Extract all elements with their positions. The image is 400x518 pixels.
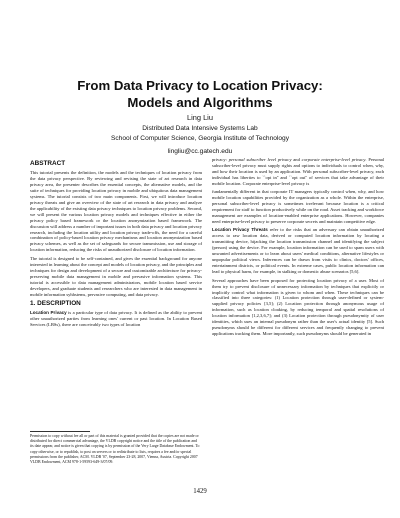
italic-term-personal: personal subscriber level privacy [228, 157, 292, 162]
description-lead-term: Location Privacy [30, 310, 67, 316]
paper-title-line2: Models and Algorithms [127, 95, 273, 110]
abstract-paragraph-2: The tutorial is designed to be self-contained, and gives the essential background for anyone interested in learning about the concept and models of location privacy, and the principles and techniques for design and development of a secure and customizable architecture for privacy-preserving mobile data management in mobile and pervasive information systems. This tutorial is accessible to data management administrators, mobile location based service developers, and graduate students and researchers who are interested in data management in mobile information syhhstems, pervasive computing, and data privacy. [30, 255, 202, 297]
right-paragraph-3 [212, 227, 384, 275]
threats-lead-term: Location Privacy Threats [212, 227, 268, 233]
text-span: . Personal subscriber-level privacy must supply rights and options to individuals to control when, why, and how their location is used by an application. With personal subscriber-level privacy, each individual has liberties to ``opt in'' and ``opt out'' of services that take advantage of their mobile location. Corporate enterprise-level privacy is [212, 157, 384, 186]
right-paragraph-2: fundamentally different in that corporate IT managers typically control when, why, and how mobile location capabilities provided by the organization as a whole. Within the enterprise, personal subscriber-level privacy is sometimes irrelevant because location is a critical requirement for staff to function productively while on the road. Asset tracking and workforce management are examples of location-enabled enterprise applications. However, companies need enterprise-level privacy to preserve corporate secrets and maintain competitive edge. [212, 189, 384, 225]
author-email: lingliu@cc.gatech.edu [167, 148, 233, 155]
abstract-heading: ABSTRACT [30, 160, 66, 167]
description-text: is a particular type of data privacy. It is defined as the ability to prevent other unauthorized parties from learning ones' current or past location. In Location Based Services (LBSs), there are conceivably two types of location [30, 310, 203, 327]
section-heading-description: 1. DESCRIPTION [30, 300, 81, 308]
right-column [212, 157, 384, 340]
footnote-rule [30, 431, 90, 432]
author-name: Ling Liu [187, 113, 213, 122]
page-number: 1429 [193, 488, 207, 495]
text-span: and [291, 157, 302, 162]
description-paragraph-1 [30, 310, 202, 328]
abstract-paragraph-1: This tutorial presents the definition, the models and the techniques of location privacy from the data privacy perspective. By reviewing and revising the state of art research in data privacy area, the presenter describes the essential concepts, the alternative models, and the suite of techniques for providing location privacy in mobile and ubiquitous data management systems. The tutorial consists of two main components. First, we will introduce location privacy threats and give an overview of the state of art research in data privacy and analyze the applicability of the existing data privacy techniques to location privacy problems. Second, we will present the various location privacy models and techniques effective in either the privacy policy based framework or the location anonymization based framework. The discussion will address a number of important issues in both data privacy and location privacy research, including the location utility and location privacy trade-offs, the need for a careful combination of policy-based location privacy mechanisms and location anonymization based privacy schemes, as well as the set of safeguards for secure transmission, use and storage of location information, reducing the risks of unauthorized disclosure of location information. [30, 170, 202, 253]
copyright-footnote: Permission to copy without fee all or part of this material is granted provided that the copies are not made or distributed for direct commercial advantage, the VLDB copyright notice and the title of the publication and its date appear, and notice is given that copying is by permission of the Very Large Database Endowment. To copy otherwise, or to republish, to post on servers or to redistribute to lists, requires a fee and/or special permissions from the publisher, ACM. VLDB '07, September 23-28, 2007, Vienna, Austria. Copyright 2007 VLDB Endowment, ACM 978-1-59593-649-3/07/09. [30, 434, 200, 465]
right-paragraph-1 [212, 157, 384, 187]
right-paragraph-4: Several approaches have been proposed for protecting location privacy of a user. Most of them try to prevent disclosure of unnecessary information by techniques that explicitly or implicitly control what information is given to whom and when. These techniques can be classified into three categories: (1) Location protection through user-defined or system-supplied privacy policies [3,5]; (2) Location protection through anonymous usage of information, such as location cloaking, by reducing temporal and spatial resolutions of location information [1,2,3,6,7]; and (3) Location protection through pseudonymity of user identities, which uses an internal pseudonym rather than the user's actual identity [5]. Such pseudonyms should be different for different services and frequently changing to prevent applications tracking them. More importantly, such pseudonyms should be generated in [212, 277, 384, 337]
text-span: privacy: [212, 157, 229, 162]
italic-term-corporate: corporate enterprise-level privacy [301, 157, 366, 162]
author-school: School of Computer Science, Georgia Institute of Technology [110, 135, 289, 142]
left-column [30, 160, 202, 330]
text-span: refer to the risks that an adversary can obtain unauthorized access to raw location data, derived or computed location information by locating a transmitting device, hijacking the location transmission channel and identifying the subject (person) using the device. For example, location information can be used to spam users with unwanted advertisements or to learn about users' medical conditions, alternative lifestyles or unpopular political views. Inferences can be drawn from visits to clinics, doctors' offices, entertainment districts, or political events. In extreme cases, public location information can lead to physical harm, for example, in stalking or domestic abuse scenarios [5,6]. [212, 227, 384, 275]
paper-title-line1: From Data Privacy to Location Privacy: [77, 78, 323, 93]
author-lab: Distributed Data Intensive Systems Lab [142, 125, 258, 132]
